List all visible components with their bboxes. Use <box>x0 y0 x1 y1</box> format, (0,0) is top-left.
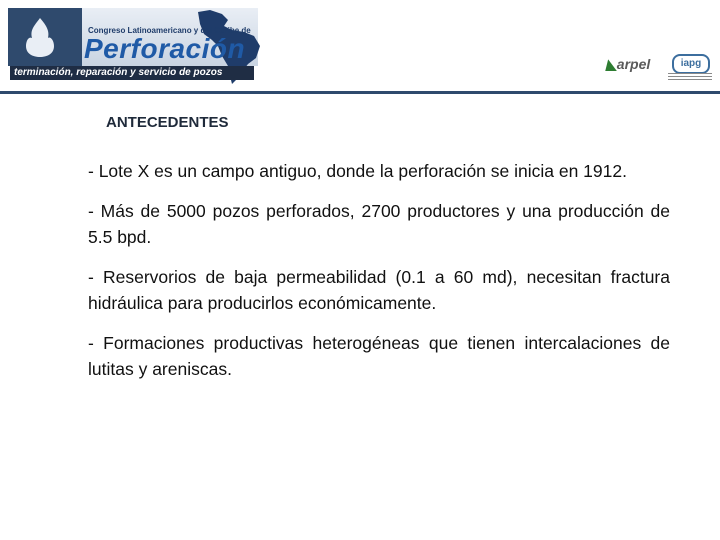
flame-icon <box>20 16 60 58</box>
slide-header <box>0 0 720 92</box>
banner-title: Perforación <box>84 33 246 64</box>
slide-body <box>88 158 670 396</box>
iapg-logo-text: iapg <box>672 54 710 74</box>
arpel-mark-icon: ◣ <box>606 56 617 72</box>
banner-subtitle: terminación, reparación y servicio de pozos <box>10 66 254 80</box>
bullet-paragraph: - Más de 5000 pozos perforados, 2700 productores y una producción de 5.5 bpd. <box>88 201 670 247</box>
arpel-logo <box>606 56 662 76</box>
iapg-logo <box>668 54 714 80</box>
section-title: ANTECEDENTES <box>106 114 229 131</box>
banner-congress-label: Congreso Latinoamericano y del Caribe de <box>88 26 251 35</box>
bullet-paragraph: - Lote X es un campo antiguo, donde la perforación se inicia en 1912. <box>88 161 627 181</box>
header-divider <box>0 91 720 94</box>
bullet-paragraph: - Reservorios de baja permeabilidad (0.1 a 60 md), necesitan fractura hidráulica para producirlos económicamente. <box>88 267 670 313</box>
arpel-logo-text: arpel <box>616 56 651 72</box>
bullet-paragraph: - Formaciones productivas heterogéneas que tienen intercalaciones de lutitas y areniscas. <box>88 333 670 379</box>
iapg-caption-lines <box>668 73 712 80</box>
